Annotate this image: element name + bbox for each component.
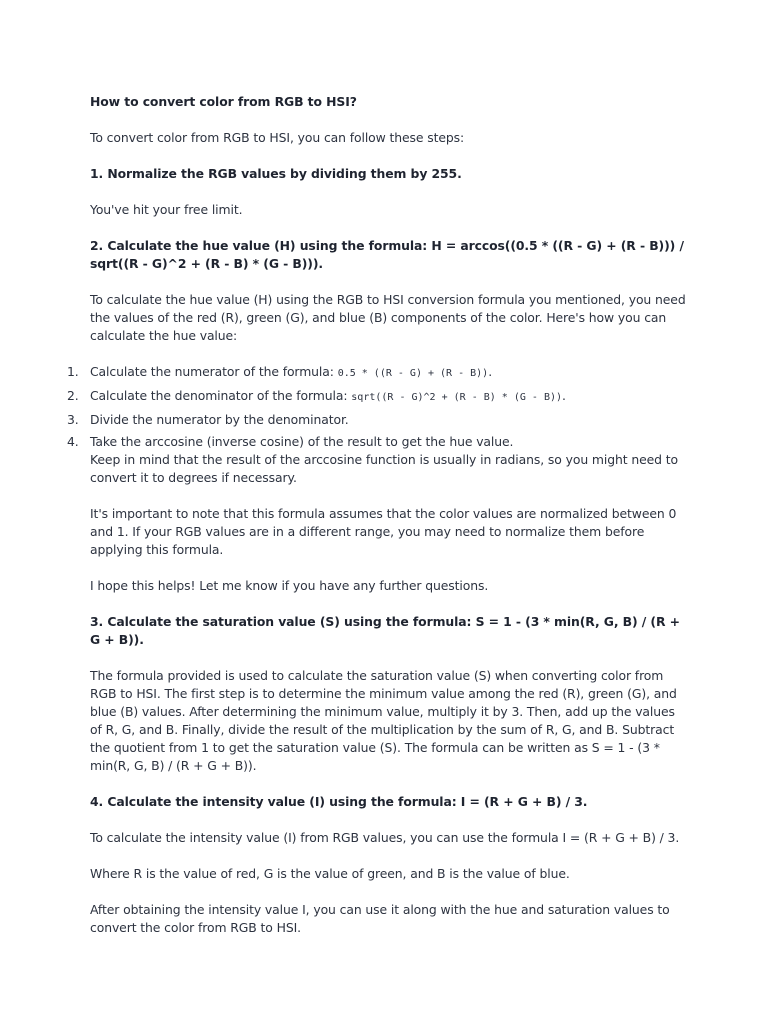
list-item (67, 387, 690, 407)
list-item-text: Divide the numerator by the denominator. (90, 412, 349, 427)
step-1-body: You've hit your free limit. (90, 202, 243, 217)
list-item (67, 363, 690, 383)
step-1-heading: 1. Normalize the RGB values by dividing them by 255. (90, 166, 462, 181)
step-4-body-1: To calculate the intensity value (I) from RGB values, you can use the formula I = (R + G + B) / 3. (90, 830, 680, 845)
list-item-suffix: . (488, 364, 493, 379)
list-item-number: 3. (67, 412, 79, 427)
step-3-body: The formula provided is used to calculate the saturation value (S) when converting color from RGB to HSI. The first step is to determine the minimum value among the red (R), green (G), and blue (B) values. After determining the minimum value, multiply it by 3. Then, add up the values of R, G, and B. Finally, divide the result of the multiplication by the sum of R, G, and B. Subtract the quotient from 1 to get the saturation value (S). The formula can be written as S = 1 - (3 * min(R, G, B) / (R + G + B)). (90, 668, 677, 773)
important-note: It's important to note that this formula assumes that the color values are normalized between 0 and 1. If your RGB values are in a different range, you may need to normalize them before applying this formula. (90, 506, 677, 557)
list-item-text: Calculate the denominator of the formula: (90, 388, 352, 403)
list-item-code: 0.5 * ((R - G) + (R - B)) (337, 368, 489, 379)
list-item (67, 411, 690, 429)
page-title: How to convert color from RGB to HSI? (90, 94, 357, 109)
list-item-text: Calculate the numerator of the formula: (90, 364, 338, 379)
list-item-code: sqrt((R - G)^2 + (R - B) * (G - B)) (351, 392, 562, 403)
list-item-suffix: . (562, 388, 566, 403)
step-2-heading: 2. Calculate the hue value (H) using the formula: H = arccos((0.5 * ((R - G) + (R - B))) / sqrt((R - G)^2 + (R - B) * (G - B))). (90, 238, 684, 271)
closing-line: I hope this helps! Let me know if you have any further questions. (90, 578, 489, 593)
list-item-number: 4. (67, 434, 79, 449)
document-page (67, 93, 690, 955)
step-4-heading: 4. Calculate the intensity value (I) using the formula: I = (R + G + B) / 3. (90, 794, 588, 809)
list-item (67, 433, 690, 487)
list-item-number: 2. (67, 388, 79, 403)
intro-paragraph: To convert color from RGB to HSI, you can follow these steps: (90, 130, 465, 145)
list-item-note: Keep in mind that the result of the arccosine function is usually in radians, so you might need to convert it to degrees if necessary. (90, 452, 678, 485)
hue-steps-list (67, 363, 690, 487)
step-2-body: To calculate the hue value (H) using the RGB to HSI conversion formula you mentioned, you need the values of the red (R), green (G), and blue (B) components of the color. Here's how you can calculate the hue value: (90, 292, 686, 343)
list-item-text: Take the arccosine (inverse cosine) of the result to get the hue value. (90, 434, 514, 449)
step-4-body-3: After obtaining the intensity value I, you can use it along with the hue and saturation values to convert the color from RGB to HSI. (90, 902, 670, 935)
step-4-body-2: Where R is the value of red, G is the value of green, and B is the value of blue. (90, 866, 570, 881)
list-item-number: 1. (67, 364, 79, 379)
step-3-heading: 3. Calculate the saturation value (S) using the formula: S = 1 - (3 * min(R, G, B) / (R + G + B)). (90, 614, 680, 647)
